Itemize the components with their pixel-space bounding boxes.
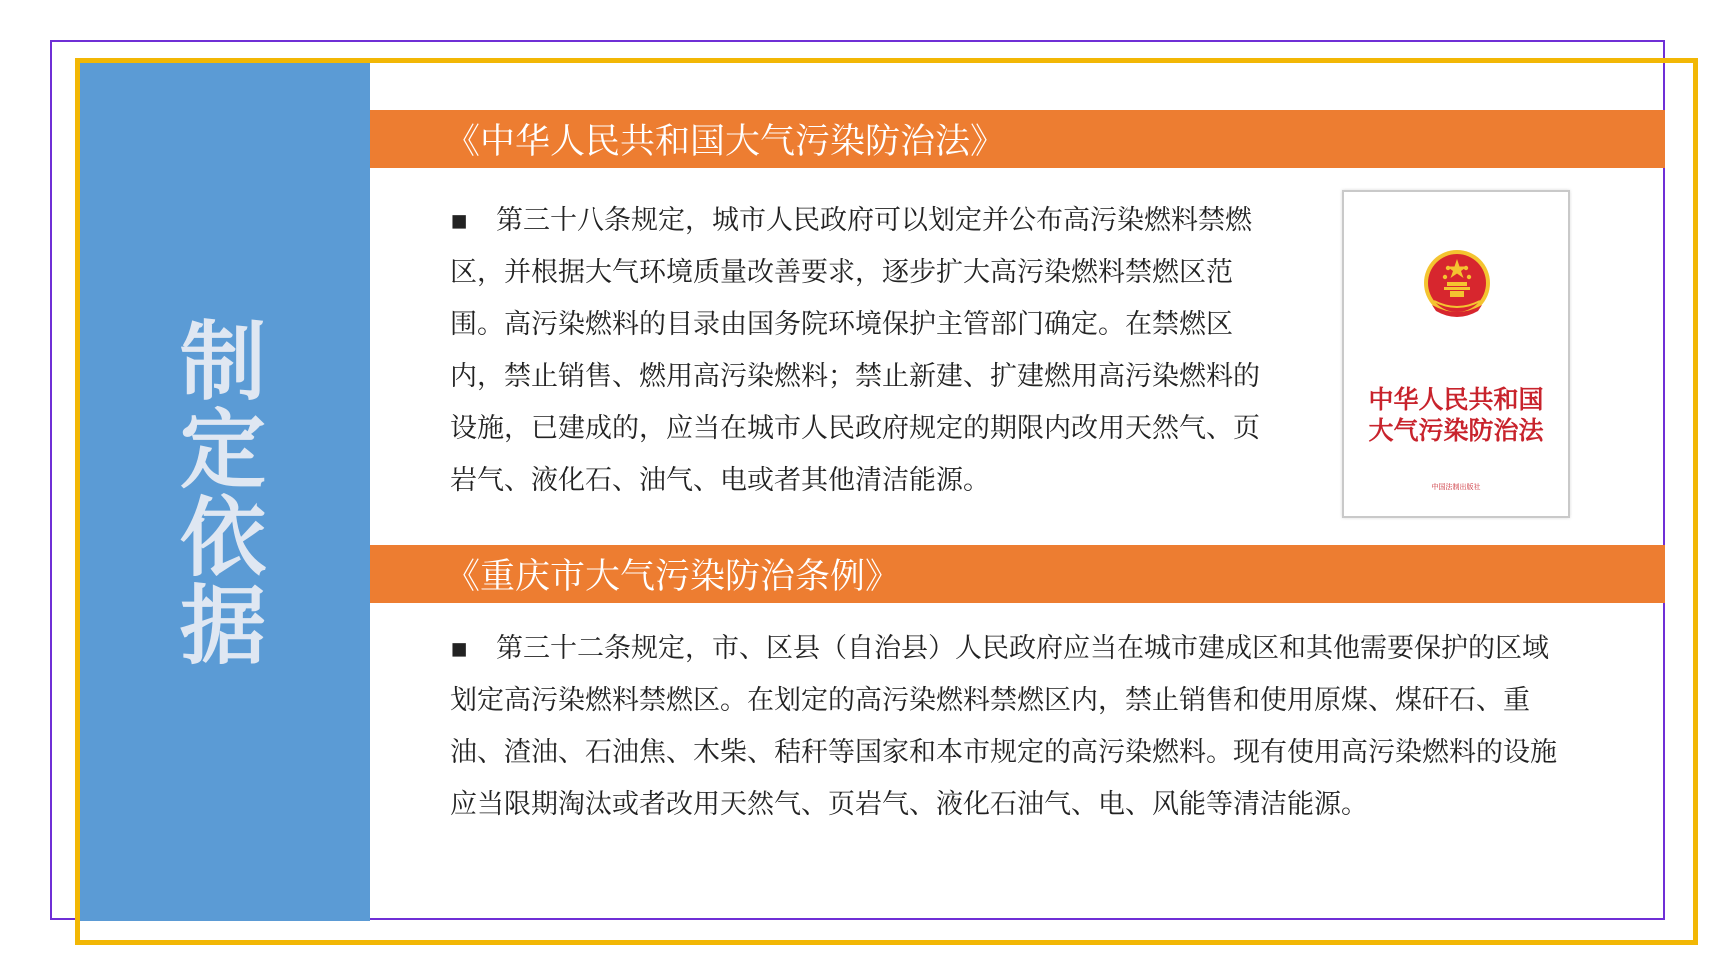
book-title bbox=[1344, 384, 1568, 446]
paragraph-text: 第三十八条规定，城市人民政府可以划定并公布高污染燃料禁燃区，并根据大气环境质量改善要求，逐步扩大高污染燃料禁燃区范围。高污染燃料的目录由国务院环境保护主管部门确定。在禁燃区内，禁止销售、燃用高污染燃料；禁止新建、扩建燃用高污染燃料的设施，已建成的，应当在城市人民政府规定的期限内改用天然气、页岩气、液化石、油气、电或者其他清洁能源。 bbox=[450, 205, 1260, 496]
national-emblem-icon bbox=[1420, 247, 1494, 321]
bullet-icon: ▪ bbox=[450, 633, 469, 664]
section-header-air-pollution-law bbox=[370, 110, 1665, 168]
section-title: 《中华人民共和国大气污染防治法》 bbox=[445, 122, 1006, 162]
sidebar-title: 制定依据 bbox=[165, 316, 265, 668]
book-title-line1: 中华人民共和国 bbox=[1368, 385, 1544, 414]
section-title: 《重庆市大气污染防治条例》 bbox=[445, 557, 901, 597]
section-paragraph-law bbox=[450, 195, 1285, 507]
sidebar-panel bbox=[80, 63, 370, 921]
section-header-chongqing-regulation bbox=[370, 545, 1665, 603]
section-paragraph-regulation bbox=[450, 623, 1570, 831]
book-publisher: 中国法制出版社 bbox=[1431, 483, 1481, 491]
paragraph-text: 第三十二条规定，市、区县（自治县）人民政府应当在城市建成区和其他需要保护的区域划定高污染燃料禁燃区。在划定的高污染燃料禁燃区内，禁止销售和使用原煤、煤矸石、重油、渣油、石油焦、木柴、秸秆等国家和本市规定的高污染燃料。现有使用高污染燃料的设施应当限期淘汰或者改用天然气、页岩气、液化石油气、电、风能等清洁能源。 bbox=[450, 633, 1557, 820]
book-title-line2: 大气污染防治法 bbox=[1368, 416, 1544, 445]
law-book-cover-image bbox=[1342, 190, 1570, 518]
bullet-icon: ▪ bbox=[450, 205, 469, 236]
